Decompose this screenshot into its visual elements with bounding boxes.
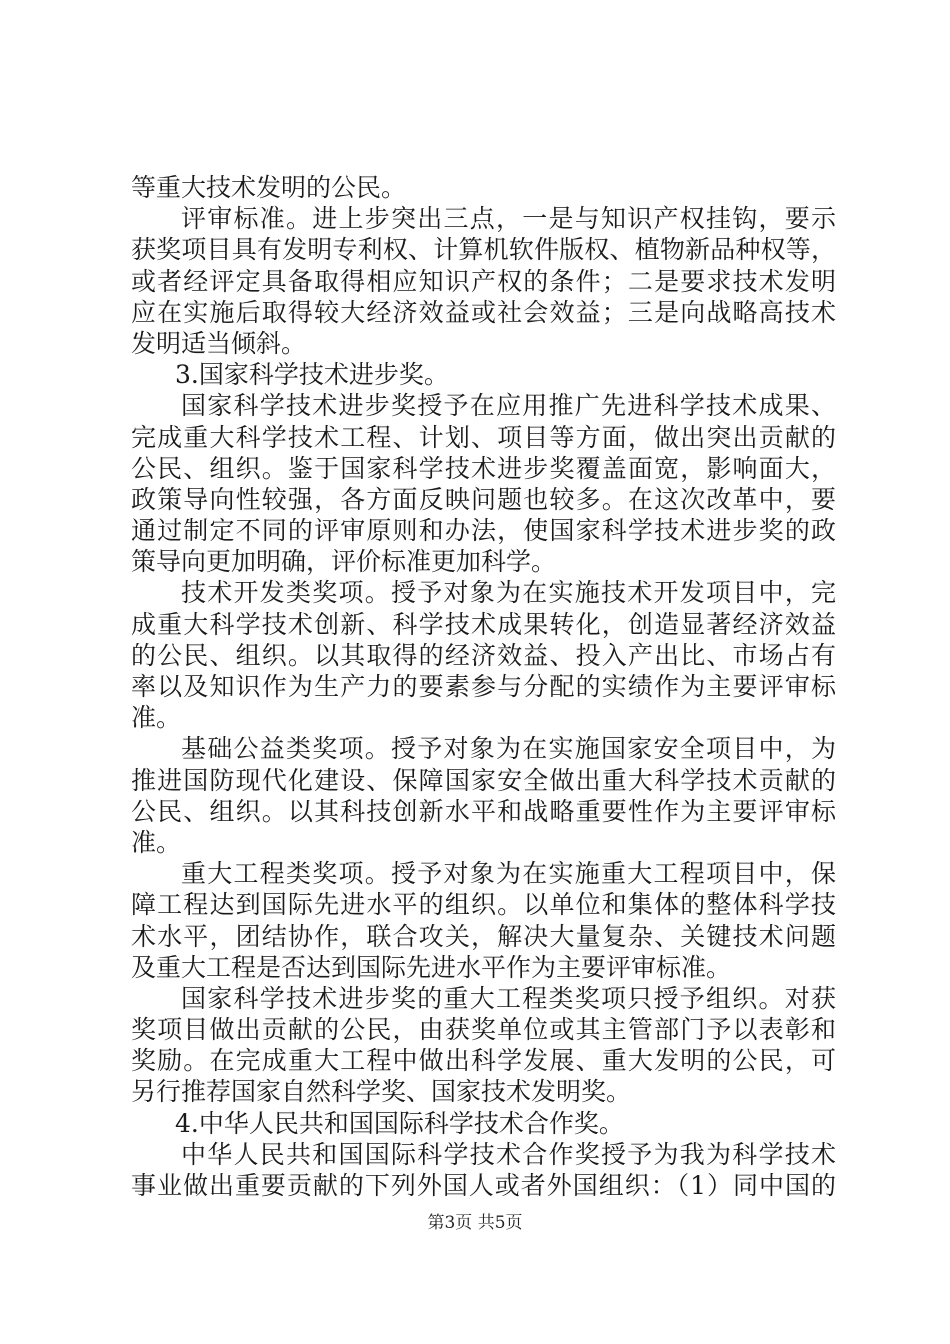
text-line: 事业做出重要贡献的下列外国人或者外国组织：（1）同中国的 xyxy=(131,1171,836,1200)
text-line: 障工程达到国际先进水平的组织。以单位和集体的整体科学技 xyxy=(131,890,836,920)
text-line: 4.中华人民共和国国际科学技术合作奖。 xyxy=(175,1108,624,1138)
text-line: 成重大科学技术创新、科学技术成果转化，创造显著经济效益 xyxy=(131,609,836,639)
text-line: 完成重大科学技术工程、计划、项目等方面，做出突出贡献的 xyxy=(131,422,836,452)
text-line: 获奖项目具有发明专利权、计算机软件版权、植物新品种权等， xyxy=(131,235,836,265)
text-line: 准。 xyxy=(131,827,182,857)
text-line: 公民、组织。以其科技创新水平和战略重要性作为主要评审标 xyxy=(131,796,836,826)
text-line: 应在实施后取得较大经济效益或社会效益；三是向战略高技术 xyxy=(131,297,836,327)
text-line: 术水平，团结协作，联合攻关，解决大量复杂、关键技术问题 xyxy=(131,921,836,951)
text-line: 另行推荐国家自然科学奖、国家技术发明奖。 xyxy=(131,1077,632,1107)
text-line: 发明适当倾斜。 xyxy=(131,328,307,358)
text-line: 率以及知识作为生产力的要素参与分配的实绩作为主要评审标 xyxy=(131,672,836,701)
text-line: 等重大技术发明的公民。 xyxy=(131,173,407,202)
text-line: 技术开发类奖项。授予对象为在实施技术开发项目中，完 xyxy=(181,578,836,608)
text-line: 基础公益类奖项。授予对象为在实施国家安全项目中，为 xyxy=(181,734,836,764)
text-line: 政策导向性较强，各方面反映问题也较多。在这次改革中，要 xyxy=(131,484,836,514)
text-line: 或者经评定具备取得相应知识产权的条件；二是要求技术发明 xyxy=(131,266,836,296)
text-line: 奖励。在完成重大工程中做出科学发展、重大发明的公民，可 xyxy=(131,1046,836,1076)
text-line: 推进国防现代化建设、保障国家安全做出重大科学技术贡献的 xyxy=(131,765,836,795)
text-line: 准。 xyxy=(131,703,182,733)
text-line: 通过制定不同的评审原则和办法，使国家科学技术进步奖的政 xyxy=(131,516,836,546)
text-line: 公民、组织。鉴于国家科学技术进步奖覆盖面宽，影响面大， xyxy=(131,453,836,483)
body-text xyxy=(131,172,836,1201)
text-line: 重大工程类奖项。授予对象为在实施重大工程项目中，保 xyxy=(181,859,836,889)
text-line: 评审标准。进上步突出三点，一是与知识产权挂钩，要示 xyxy=(181,204,836,234)
text-line: 的公民、组织。以其取得的经济效益、投入产出比、市场占有 xyxy=(131,640,836,670)
text-line: 及重大工程是否达到国际先进水平作为主要评审标准。 xyxy=(131,952,732,982)
text-line: 中华人民共和国国际科学技术合作奖授予为我为科学技术 xyxy=(181,1139,836,1169)
page-footer: 第3页 共5页 xyxy=(427,1213,523,1233)
text-line: 奖项目做出贡献的公民，由获奖单位或其主管部门予以表彰和 xyxy=(131,1015,836,1045)
text-line: 3.国家科学技术进步奖。 xyxy=(175,360,449,390)
text-line: 策导向更加明确，评价标准更加科学。 xyxy=(131,547,557,577)
text-line: 国家科学技术进步奖授予在应用推广先进科学技术成果、 xyxy=(181,391,836,421)
text-line: 国家科学技术进步奖的重大工程类奖项只授予组织。对获 xyxy=(181,983,836,1013)
